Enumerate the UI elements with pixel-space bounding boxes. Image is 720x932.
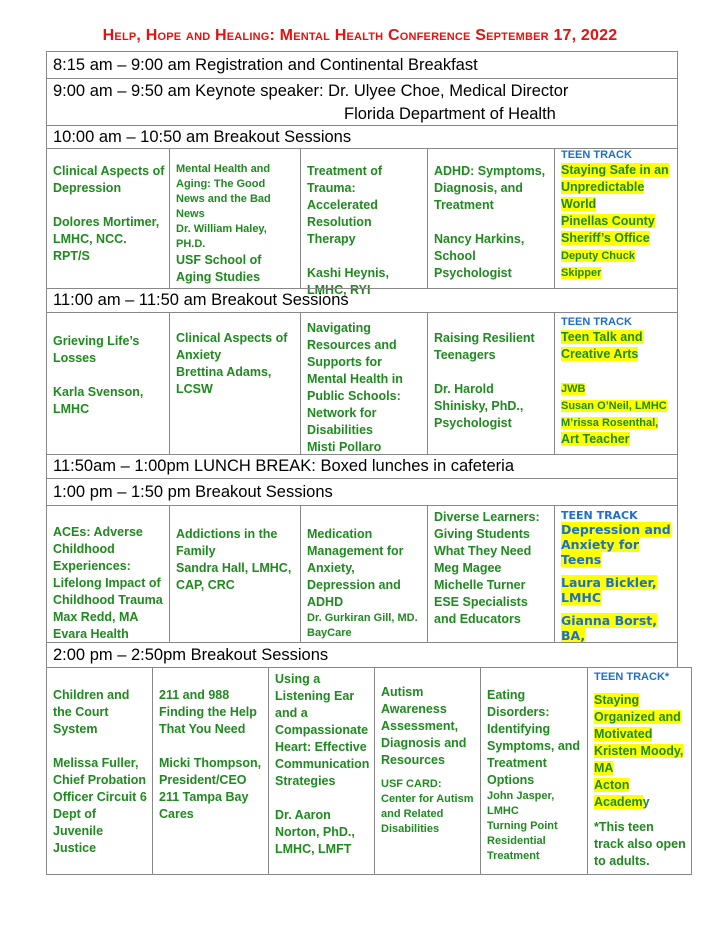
session4-cells	[46, 667, 692, 875]
session-title: Treatment of Trauma: Accelerated Resolution Therapy	[307, 164, 383, 246]
session-speaker1: Meg Magee	[434, 561, 502, 575]
session1-cell-2	[170, 149, 301, 288]
teen-track-label: TEEN TRACK	[561, 316, 632, 328]
teen-speaker1: Laura Bickler, LMHC	[561, 575, 657, 605]
session-org: Evara Health	[53, 627, 129, 641]
session4-cell-2	[153, 668, 269, 874]
session-title: Autism Awareness Assessment, Diagnosis and Resources	[381, 685, 467, 767]
session1-cell-3	[301, 149, 428, 297]
session-speaker: Dr. William Haley, PH.D.	[176, 223, 267, 250]
session-title: Clinical Aspects of Depression	[53, 164, 165, 195]
session-title: Navigating Resources and Supports for Mental Health in Public Schools: Network for Disabilities	[307, 321, 403, 437]
session-title: Eating Disorders: Identifying Symptoms, and Treatment Options	[487, 688, 581, 787]
session2-cell-3	[301, 313, 428, 454]
session-title: Children and the Court System	[53, 688, 130, 736]
teen-speaker: Deputy Chuck Skipper	[561, 250, 635, 279]
session-speaker: Dr. Harold Shinisky, PhD., Psychologist	[434, 382, 524, 430]
session-speaker: Kashi Heynis, LMHC, RYI	[307, 266, 389, 297]
session3-header	[46, 478, 678, 506]
lunch-text: 11:50am – 1:00pm LUNCH BREAK: Boxed lunches in cafeteria	[53, 457, 515, 475]
session2-teen-track	[555, 313, 677, 454]
session-title: Grieving Life’s Losses	[53, 334, 140, 365]
session-speaker: Nancy Harkins, School Psychologist	[434, 232, 525, 280]
session3-cell-1	[47, 506, 170, 642]
teen-title: Staying Safe in an Unpredictable World	[561, 163, 669, 211]
session-org: USF School of Aging Studies	[176, 253, 262, 284]
keynote-line2: Florida Department of Health	[344, 105, 556, 123]
session-title: ACEs: Adverse Childhood Experiences: Lifelong Impact of Childhood Trauma	[53, 525, 163, 607]
session-title: Diverse Learners: Giving Students What They Need	[434, 510, 540, 558]
session-speaker: Micki Thompson, President/CEO 211 Tampa Bay Cares	[159, 756, 262, 821]
session-title: 211 and 988 Finding the Help That You Need	[159, 688, 257, 736]
teen-org: Acton Academ	[594, 778, 643, 809]
teen-org-end: y	[642, 795, 650, 809]
session4-cell-4	[375, 668, 481, 874]
session2-cells	[46, 312, 678, 455]
session-title: ADHD: Symptoms, Diagnosis, and Treatment	[434, 164, 546, 212]
session2-header	[46, 288, 678, 313]
page-title: Help, Hope and Healing: Mental Health Conference September 17, 2022	[102, 27, 618, 44]
session3-cell-2	[170, 506, 301, 642]
teen-org: Pinellas County Sheriff’s Office	[561, 214, 655, 245]
teen-speaker2: M’rissa Rosenthal,	[561, 417, 659, 429]
session3-cell-4	[428, 506, 555, 642]
session-speaker: Karla Svenson, LMHC	[53, 385, 144, 416]
session-title: Addictions in the Family	[176, 527, 278, 558]
session-speaker: Sandra Hall, LMHC, CAP, CRC	[176, 561, 292, 592]
session1-header-text: 10:00 am – 10:50 am Breakout Sessions	[53, 128, 352, 146]
session3-header-text: 1:00 pm – 1:50 pm Breakout Sessions	[53, 483, 333, 501]
teen-track-label: TEEN TRACK	[561, 509, 638, 522]
session2-cell-1	[47, 313, 170, 454]
session4-header-text: 2:00 pm – 2:50pm Breakout Sessions	[53, 646, 329, 664]
teen-org: JWB	[561, 383, 586, 395]
registration-text: 8:15 am – 9:00 am Registration and Continental Breakfast	[53, 56, 478, 74]
session-speaker: Dr. Gurkiran Gill, MD. BayCare	[307, 612, 418, 639]
teen-speaker: Kristen Moody, MA	[594, 744, 684, 775]
session3-cells	[46, 505, 678, 643]
session1-cell-1	[47, 149, 170, 288]
teen-speaker1: Susan O’Neil, LMHC	[561, 400, 667, 412]
session2-cell-4	[428, 313, 555, 454]
teen-title: Staying Organized and Motivated	[594, 693, 681, 741]
session-title: Raising Resilient Teenagers	[434, 331, 535, 362]
teen-track-label: TEEN TRACK	[561, 149, 632, 161]
session-title: Clinical Aspects of Anxiety	[176, 331, 288, 362]
session4-cell-1	[47, 668, 153, 874]
session-title: Medication Management for Anxiety, Depression and ADHD	[307, 527, 404, 609]
session-role: ESE Specialists and Educators	[434, 595, 528, 626]
session1-teen-track	[555, 149, 677, 288]
keynote-row	[46, 78, 678, 126]
teen-role: Art Teacher	[561, 432, 630, 446]
lunch-row	[46, 454, 678, 479]
session1-cell-4	[428, 149, 555, 288]
session-speaker2: Michelle Turner	[434, 578, 526, 592]
session-org: USF CARD: Center for Autism and Related Disabilities	[381, 778, 474, 835]
session-org: Turning Point Residential Treatment	[487, 820, 558, 862]
session-speaker: Brettina Adams, LCSW	[176, 365, 272, 396]
session1-header	[46, 125, 678, 149]
session-speaker: Melissa Fuller, Chief Probation Officer Circuit 6 Dept of Juvenile Justice	[53, 756, 147, 855]
session3-teen-track	[555, 506, 677, 642]
session-speaker: Max Redd, MA	[53, 610, 139, 624]
registration-row	[46, 51, 678, 79]
session4-teen-track	[588, 668, 691, 874]
session-speaker: John Jasper, LMHC	[487, 790, 555, 817]
teen-speaker2: Gianna Borst, BA,	[561, 613, 658, 643]
keynote-line1: 9:00 am – 9:50 am Keynote speaker: Dr. Ulyee Choe, Medical Director	[53, 82, 569, 100]
teen-title: Teen Talk and Creative Arts	[561, 330, 643, 361]
session3-cell-3	[301, 506, 428, 642]
session-title: Using a Listening Ear and a Compassionate Heart: Effective Communication Strategies	[275, 672, 370, 788]
session4-header	[46, 642, 678, 668]
session-speaker: Misti Pollaro	[307, 440, 382, 454]
session2-header-text: 11:00 am – 11:50 am Breakout Sessions	[53, 291, 349, 309]
session-title: Mental Health and Aging: The Good News and the Bad News	[176, 163, 271, 220]
session-speaker: Dolores Mortimer, LMHC, NCC. RPT/S	[53, 215, 160, 263]
teen-track-label: TEEN TRACK*	[594, 671, 670, 683]
session-speaker: Dr. Aaron Norton, PhD., LMHC, LMFT	[275, 808, 355, 856]
teen-title: Depression and Anxiety for Teens	[561, 522, 671, 567]
session1-cells	[46, 148, 678, 297]
session2-cell-2	[170, 313, 301, 454]
session4-cell-3	[269, 668, 375, 874]
teen-note: *This teen track also open to adults.	[594, 820, 686, 868]
session4-cell-5	[481, 668, 588, 874]
